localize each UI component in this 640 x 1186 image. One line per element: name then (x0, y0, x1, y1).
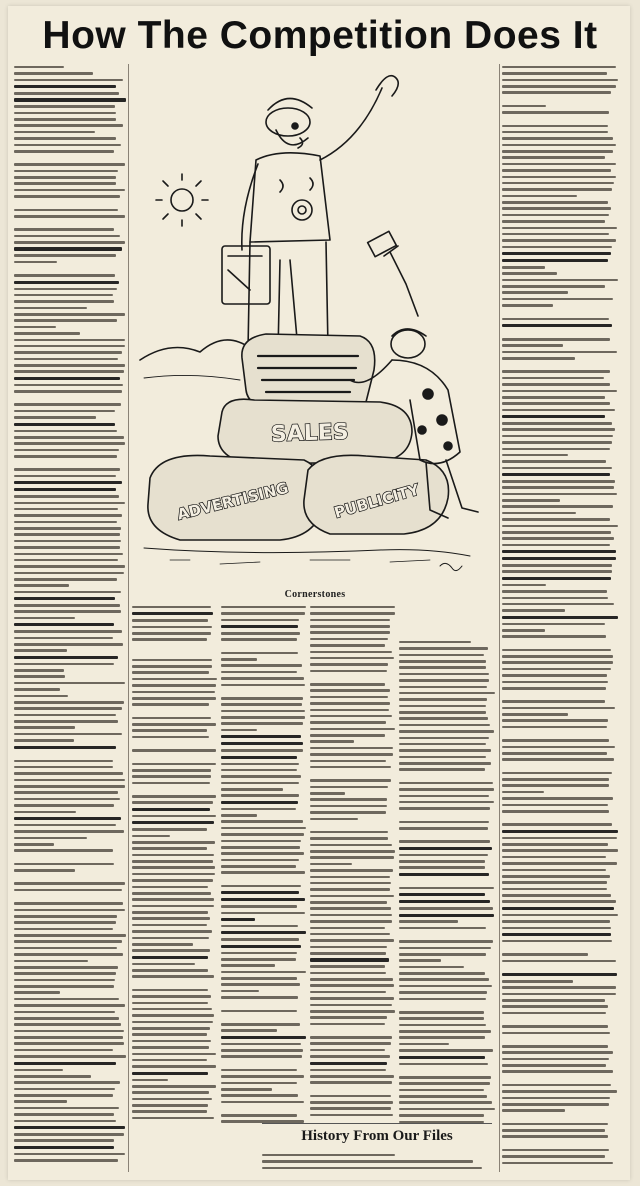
lower-text-column-3 (310, 604, 395, 1124)
sun-drawing (156, 174, 208, 226)
rock-label-sales: SALES (270, 419, 350, 448)
lower-text-column-4 (399, 604, 495, 1124)
left-text-column (14, 64, 126, 1174)
rock-label-publicity: PUBLICITY (332, 480, 422, 522)
history-text (262, 1152, 492, 1174)
lower-text-column-1 (132, 604, 217, 1124)
illustration-caption: Cornerstones (284, 589, 346, 600)
greeked-text-lines (14, 64, 126, 1164)
right-text-column (502, 64, 618, 1174)
rock-label-advertising: ADVERTISING (175, 478, 291, 524)
section-rule (262, 1123, 492, 1124)
greeked-text-lines (502, 64, 618, 1166)
cartoon-illustration (130, 60, 500, 590)
greeked-text-lines (310, 604, 395, 1118)
section-heading-history: History From Our Files (301, 1128, 453, 1144)
column-rule (128, 64, 129, 1172)
article-headline: How The Competition Does It (42, 14, 598, 57)
greeked-text-lines (132, 604, 217, 1121)
greeked-text-lines (399, 604, 495, 1124)
greeked-text-lines (262, 1152, 492, 1171)
lower-text-column-2 (221, 604, 306, 1124)
greeked-text-lines (221, 604, 306, 1124)
standing-man-drawing (222, 76, 398, 352)
